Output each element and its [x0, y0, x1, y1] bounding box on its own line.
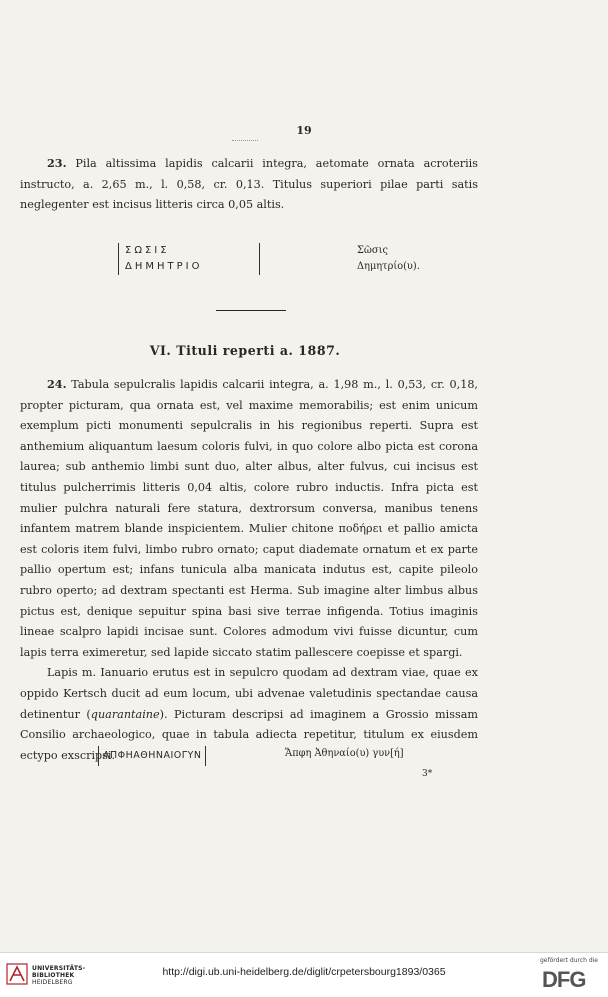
- library-name-line-1: UNIVERSITÄTS-: [32, 965, 86, 972]
- section-heading: VI. Tituli reperti a. 1887.: [149, 343, 341, 358]
- funded-by-label: gefördert durch die: [540, 957, 598, 964]
- viewer-footer: [0, 952, 608, 997]
- inscription-1-transcription-line-2: Δημητρίο(υ).: [357, 261, 420, 272]
- entry-24-number: 24.: [47, 377, 67, 391]
- entry-24-text: Tabula sepulcralis lapidis calcarii integra, a. 1,98 m., l. 0,53, cr. 0,18, propter picturam, qua ornata est, vel maxime memorabilis; est enim unicum exemplum picti monumenti sepulcralis in his regionibus reperti. Supra est anthemium aliquantum laesum coloris fulvi, in quo colore albo picta est corona laurea; sub anthemio limbi sunt duo, alter albus, alter fulvus, cui incisus est titulus pulcherrimis litteris 0,04 altis, colore rubro inductis. Infra picta est mulier pulchra naturali fere statura, dextrorsum conversa, manibus tenens infantem matrem blande inspicientem. Mulier chitone ποδήρει et pallio amicta est coloris item fulvi, limbo rubro ornato; caput diademate ornatum et ex parte pallio opertum est; infans tunicula alba manicata indutus est, capite pileolo rubro operto; ad dextram spectanti est Herma. Sub imagine alter limbus albus pictus est, denique sepuitur spina basi sive terrae infigenda. Totius imaginis lineae scalpro lapidi incisae sunt. Colores admodum vivi fuisse dicuntur, cum lapis terra eximeretur, sed lapide siccato statim pallescere coepisse et spargi.: [20, 378, 478, 659]
- page-number-ornament: [232, 140, 258, 141]
- library-name-line-2: BIBLIOTHEK: [32, 972, 75, 979]
- inscription-2-majuscule: ΑΠΦΗΑΘΗΝΑΙΟΓΥΝ: [98, 746, 206, 766]
- entry-24-para2-text: Lapis m. Ianuario erutus est in sepulcro quodam ad dextram viae, quae ex oppido Kertsch ducit ad eum locum, ubi advenae valetudinis spectandae causa detinentur (: [20, 666, 478, 721]
- inscription-1-majuscule: [118, 243, 260, 275]
- entry-23: [20, 153, 478, 216]
- library-name-line-3: HEIDELBERG: [32, 979, 73, 986]
- entry-23-number: 23.: [47, 156, 67, 170]
- entry-24: [20, 374, 478, 766]
- inscription-1-transcription: [357, 243, 420, 275]
- dfg-logo: DFG: [542, 967, 586, 992]
- inscription-1-transcription-line-1: Σῶσις: [357, 245, 388, 256]
- page-number: 19: [296, 124, 312, 137]
- entry-23-text: Pila altissima lapidis calcarii integra, aetomate ornata acroteriis instructo, a. 2,65 m., l. 0,58, cr. 0,13. Titulus superiori pilae parti satis neglegenter est incisus litteris circa 0,05 altis.: [20, 157, 478, 212]
- inscription-1-line-2: ΔΗΜΗΤΡΙΟ: [125, 261, 203, 272]
- entry-24-para2-end: ). Picturam descripsi ad imaginem a Grossio missam Consilio archaeologico, quae in tabula adiecta repetitur, titulum ex eiusdem ectypo exscripsi.: [20, 707, 478, 762]
- signature-mark: 3*: [422, 769, 433, 779]
- section-divider: [216, 310, 286, 311]
- inscription-1-line-1: ΣΩΣΙΣ: [125, 245, 170, 256]
- entry-24-para2-italic: quarantaine: [90, 707, 160, 721]
- permalink-url[interactable]: http://digi.ub.uni-heidelberg.de/diglit/crpetersbourg1893/0365: [162, 966, 446, 978]
- inscription-2-transcription: Ἄπφη Ἀθηναίο(υ) γυν[ή]: [285, 748, 404, 759]
